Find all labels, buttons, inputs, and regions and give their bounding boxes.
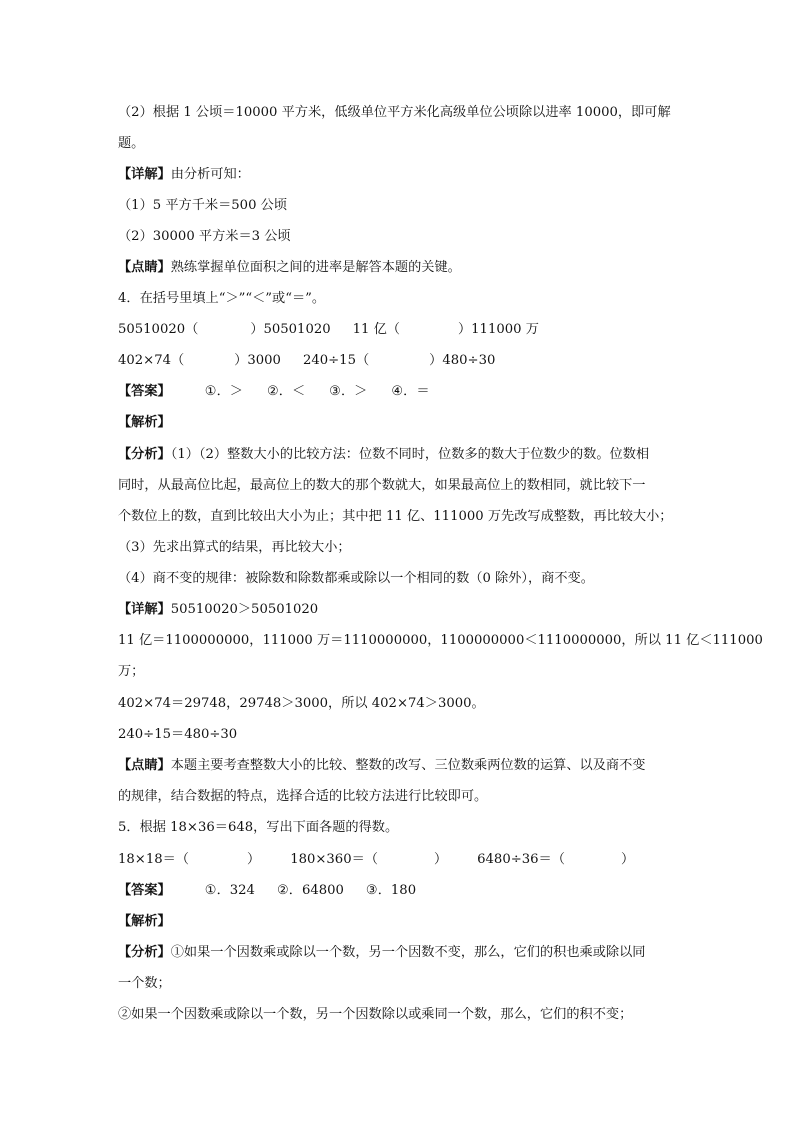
- answer-line-5: [118, 881, 416, 901]
- text: 的规律，结合数据的特点，选择合适的比较方法进行比较即可。: [118, 789, 488, 804]
- section-tag-detail: 【详解】: [118, 167, 171, 182]
- detail-line-6: [118, 725, 237, 745]
- text: （3）先求出算式的结果，再比较大小；: [118, 540, 351, 555]
- text: 240÷15＝480÷30: [118, 727, 238, 742]
- text: 6480÷36＝（: [477, 852, 565, 867]
- comment-line-3: [118, 787, 487, 807]
- section-tag-analysis: 【解析】: [118, 914, 171, 929]
- question-5-title: [118, 818, 398, 838]
- text: ①如果一个因数乘或除以一个数，另一个因数不变，那么，它们的积也乘或除以同: [170, 945, 646, 960]
- text: ）: [620, 852, 635, 867]
- section-tag-comment: 【点睛】: [118, 260, 171, 275]
- analysis-line-5: [118, 569, 594, 589]
- text: 本题主要考查整数大小的比较、整数的改写、三位数乘两位数的运算、以及商不变: [170, 758, 646, 773]
- section-tag-analysis: 【解析】: [118, 415, 171, 430]
- text: ②如果一个因数乘或除以一个数，另一个因数除以或乘同一个数，那么，它们的积不变；: [118, 1007, 633, 1022]
- text: 11 亿（: [352, 322, 400, 337]
- text: 11 亿＝1100000000，111000 万＝1110000000，1100000000＜1110000000，所以 11 亿＜111000: [118, 633, 763, 648]
- detail-line: [118, 165, 250, 185]
- analysis-line-1: [118, 445, 649, 465]
- text: 240÷15（: [302, 353, 370, 368]
- text: 个数位上的数，直到比较出大小为止；其中把 11 亿、111000 万先改写成整数，再比较大小；: [118, 509, 673, 524]
- comment-line-2: [118, 756, 646, 776]
- analysis-line-8: [118, 1005, 632, 1025]
- text: ）: [433, 852, 448, 867]
- text-line-5: [118, 227, 291, 247]
- text: 180×360＝（: [290, 852, 378, 867]
- text: ）480÷30: [429, 353, 496, 368]
- section-tag-answer: 【答案】: [118, 883, 171, 898]
- detail-line-5: [118, 694, 485, 714]
- text: （1）（2）整数大小的比较方法：位数不同时，位数多的数大于位数少的数。位数相: [170, 447, 650, 462]
- text: 50510020（: [118, 322, 199, 337]
- text: 4．在括号里填上“＞”“＜”或“＝”。: [118, 291, 326, 306]
- text: ）3000: [234, 353, 281, 368]
- answer-item: ①．＞: [204, 384, 243, 399]
- analysis-heading: [118, 413, 171, 433]
- text-line-4: [118, 196, 287, 216]
- text: （1）5 平方千米＝500 公顷: [118, 198, 288, 213]
- analysis-line-4: [118, 538, 351, 558]
- text: ）50501020: [250, 322, 331, 337]
- text: 18×18＝（: [118, 852, 189, 867]
- analysis-heading-2: [118, 912, 171, 932]
- text: 熟练掌握单位面积之间的进率是解答本题的关键。: [170, 260, 461, 275]
- text: ）111000 万: [457, 322, 539, 337]
- section-tag-detail: 【详解】: [118, 602, 171, 617]
- detail-line-3: [118, 631, 763, 651]
- section-tag-analysis-detail: 【分析】: [118, 447, 171, 462]
- answer-item: ④．＝: [391, 384, 430, 399]
- section-tag-answer: 【答案】: [118, 384, 171, 399]
- question-4-title: [118, 289, 325, 309]
- detail-line-4: [118, 662, 144, 682]
- section-tag-comment: 【点睛】: [118, 758, 171, 773]
- analysis-line-2: [118, 476, 646, 496]
- text: 5．根据 18×36＝648，写出下面各题的得数。: [118, 820, 399, 835]
- text: （2）根据 1 公顷＝10000 平方米，低级单位平方米化高级单位公顷除以进率 10000，即可解: [118, 105, 671, 120]
- answer-item: ③．＞: [329, 384, 368, 399]
- text-line-1: [118, 103, 671, 123]
- analysis-line-3: [118, 507, 672, 527]
- text: 由分析可知：: [170, 167, 250, 182]
- section-tag-analysis-detail: 【分析】: [118, 945, 171, 960]
- text: 402×74（: [118, 353, 185, 368]
- answer-item: ②．64800: [276, 883, 344, 898]
- question-5-row: [118, 850, 634, 870]
- text: 一个数；: [118, 976, 171, 991]
- text: 402×74＝29748，29748＞3000，所以 402×74＞3000。: [118, 696, 485, 711]
- analysis-line-6: [118, 943, 646, 963]
- text: 同时，从最高位比起，最高位上的数大的那个数就大，如果最高位上的数相同，就比较下一: [118, 478, 646, 493]
- text: 50510020＞50501020: [170, 602, 319, 617]
- text: 题。: [118, 136, 145, 151]
- text: 万；: [118, 664, 145, 679]
- text: （4）商不变的规律：被除数和除数都乘或除以一个相同的数（0 除外），商不变。: [118, 571, 594, 586]
- text: （2）30000 平方米＝3 公顷: [118, 229, 291, 244]
- answer-line-4: [118, 382, 430, 402]
- comment-line: [118, 258, 461, 278]
- question-4-row-2: [118, 351, 495, 371]
- detail-line-2: [118, 600, 318, 620]
- answer-item: ②．＜: [266, 384, 306, 399]
- question-4-row-1: [118, 320, 539, 340]
- text: ）: [247, 852, 261, 867]
- analysis-line-7: [118, 974, 171, 994]
- answer-item: ①．324: [204, 883, 255, 898]
- text-line-2: [118, 134, 144, 154]
- answer-item: ③．180: [365, 883, 417, 898]
